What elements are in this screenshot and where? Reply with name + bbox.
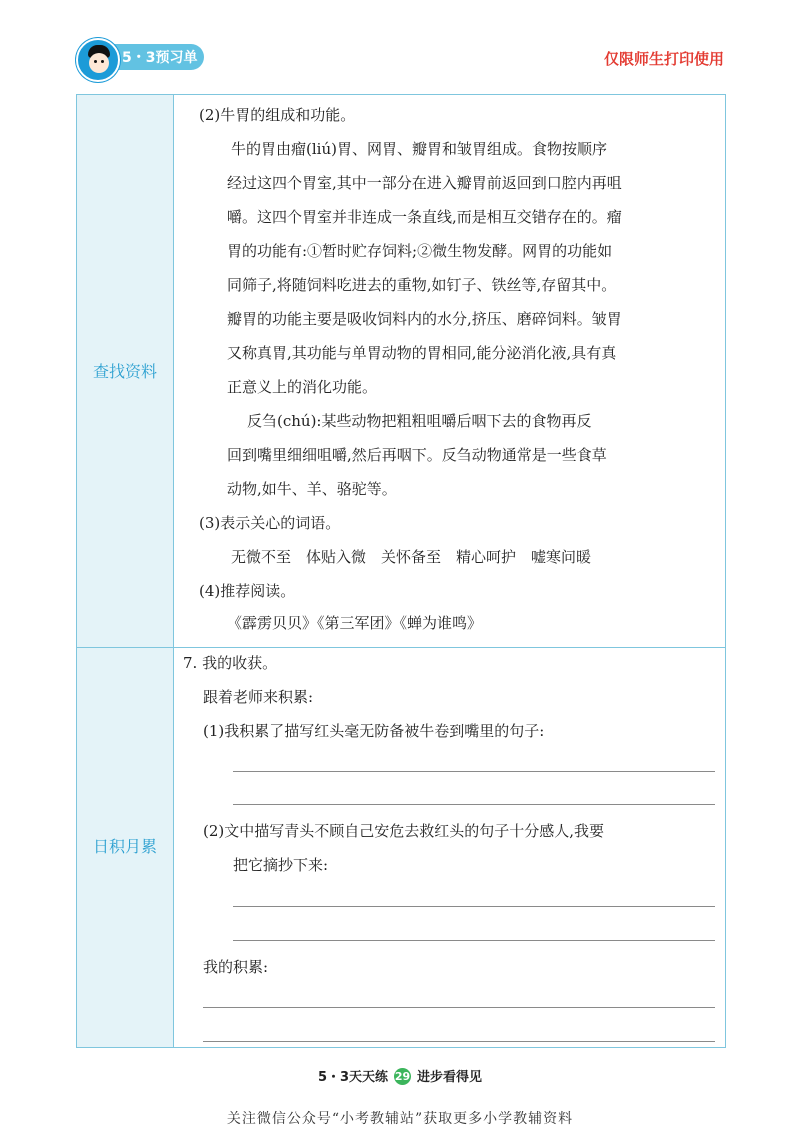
paragraph-line: 正意义上的消化功能。 — [227, 378, 378, 396]
paragraph-line: 胃的功能有:①暂时贮存饲料;②微生物发酵。网胃的功能如 — [227, 242, 613, 260]
answer-line[interactable] — [203, 1041, 715, 1042]
page-number: 29 — [394, 1070, 411, 1083]
answer-line[interactable] — [203, 1007, 715, 1008]
sub-question-2-cont: 把它摘抄下来: — [233, 856, 329, 874]
footer-right: 进步看得见 — [417, 1070, 483, 1085]
paragraph-line: 经过这四个胃室,其中一部分在进入瓣胃前返回到口腔内再咀 — [227, 174, 622, 192]
answer-line[interactable] — [233, 940, 715, 941]
footer-left: 5・3天天练 — [317, 1070, 389, 1085]
question-7: 7. 我的收获。 — [183, 654, 278, 672]
answer-line[interactable] — [233, 804, 715, 805]
paragraph-line: 回到嘴里细细咀嚼,然后再咽下。反刍动物通常是一些食草 — [227, 446, 607, 464]
paragraph-line: 瓣胃的功能主要是吸收饲料内的水分,挤压、磨碎饲料。皱胃 — [227, 310, 622, 328]
item-2-title: (2)牛胃的组成和功能。 — [199, 106, 356, 124]
paragraph-line: 又称真胃,其功能与单胃动物的胃相同,能分泌消化液,具有真 — [227, 344, 617, 362]
sub-question-2: (2)文中描写青头不顾自己安危去救红头的句子十分感人,我要 — [203, 822, 605, 840]
paragraph-line: 嚼。这四个胃室并非连成一条直线,而是相互交错存在的。瘤 — [227, 208, 622, 226]
item-3-title: (3)表示关心的词语。 — [199, 514, 341, 532]
header-right-note: 仅限师生打印使用 — [603, 50, 724, 68]
page-footer — [0, 1066, 800, 1085]
paragraph-line: 牛的胃由瘤(liú)胃、网胃、瓣胃和皱胃组成。食物按顺序 — [231, 140, 607, 158]
header-badge-text: 5・3预习单 — [122, 50, 198, 66]
paragraph-line: 同筛子,将随饲料吃进去的重物,如钉子、铁丝等,存留其中。 — [227, 276, 617, 294]
mascot-logo-icon — [76, 38, 120, 82]
row-divider — [77, 647, 725, 648]
bottom-note: 关注微信公众号“小考教辅站”获取更多小学教辅资料 — [226, 1111, 574, 1127]
section-label-research: 查找资料 — [92, 362, 157, 381]
sub-question-1: (1)我积累了描写红头毫无防备被牛卷到嘴里的句子: — [203, 722, 545, 740]
section-label-cell-research — [77, 95, 174, 647]
section-label-accumulate: 日积月累 — [92, 837, 157, 856]
content-table — [76, 94, 726, 1048]
item-4-title: (4)推荐阅读。 — [199, 582, 296, 600]
accumulate-intro: 跟着老师来积累: — [203, 688, 314, 706]
answer-line[interactable] — [233, 906, 715, 907]
section-label-cell-accumulate — [77, 648, 174, 1047]
paragraph-line: 动物,如牛、羊、骆驼等。 — [227, 480, 397, 498]
my-accumulation-label: 我的积累: — [203, 958, 269, 976]
answer-line[interactable] — [233, 771, 715, 772]
recommended-books: 《霹雳贝贝》《第三军团》《蝉为谁鸣》 — [227, 614, 483, 632]
paragraph-line: 反刍(chú):某些动物把粗粗咀嚼后咽下去的食物再反 — [247, 412, 592, 430]
care-words: 无微不至 体贴入微 关怀备至 精心呵护 嘘寒问暖 — [231, 548, 592, 566]
